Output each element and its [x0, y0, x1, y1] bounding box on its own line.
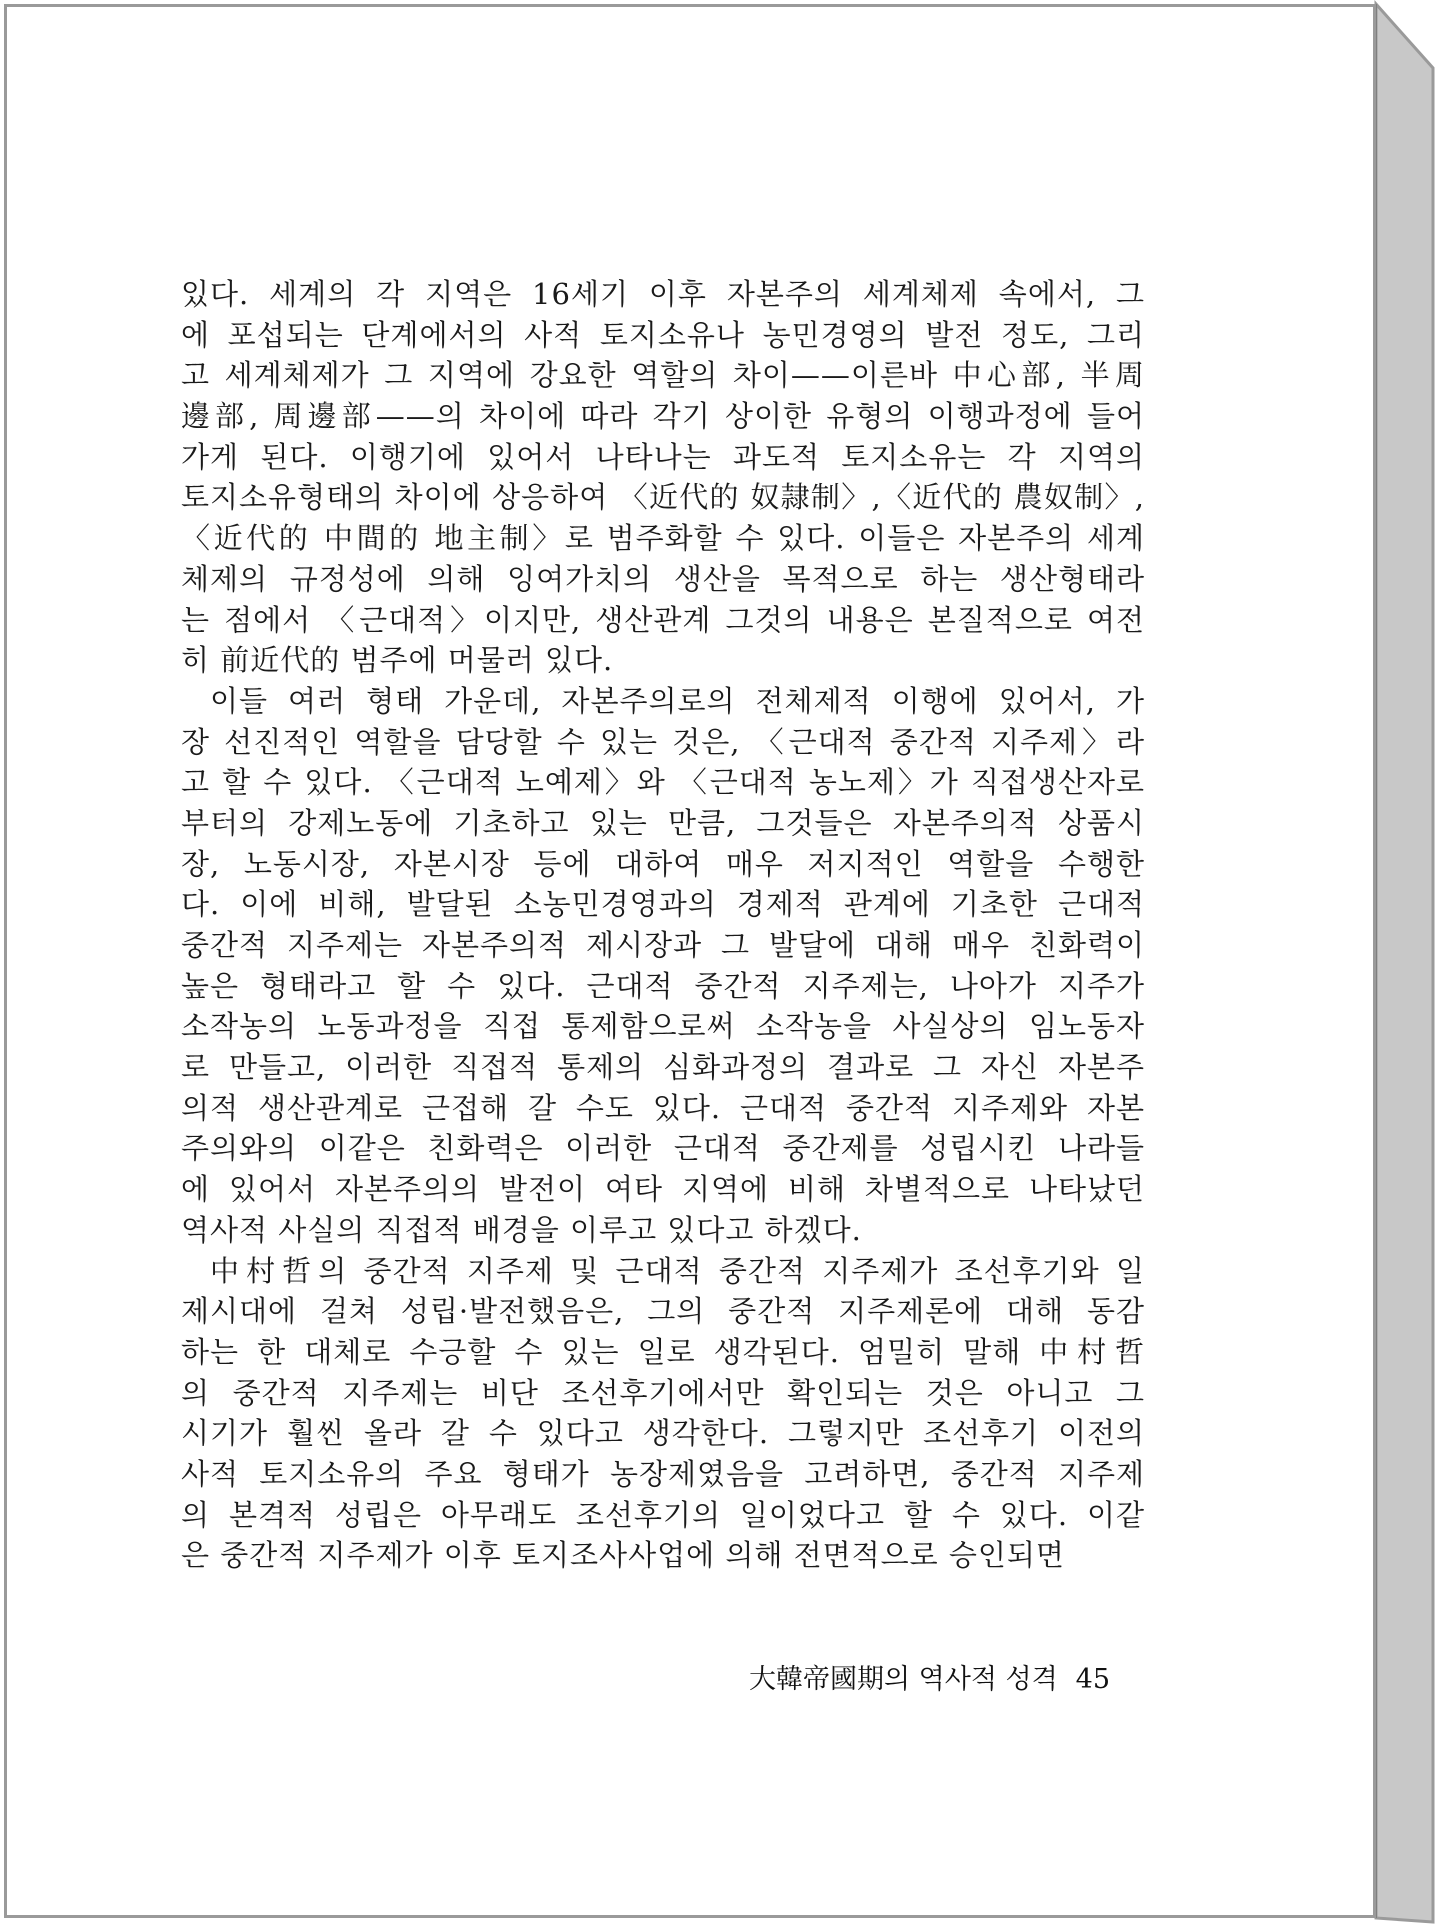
paragraph: [181, 681, 1145, 1251]
text-line: 제시대에 걸쳐 성립·발전했음은, 그의 중간적 지주제론에 대해 동감: [181, 1294, 1145, 1329]
text-line: 주의와의 이같은 친화력은 이러한 근대적 중간제를 성립시킨 나라들: [181, 1131, 1145, 1166]
text-line: 이들 여러 형태 가운데, 자본주의로의 전체제적 이행에 있어서, 가: [210, 683, 1145, 718]
text-line: 邊部, 周邊部——의 차이에 따라 각기 상이한 유형의 이행과정에 들어: [181, 399, 1145, 434]
text-line: 의 중간적 지주제는 비단 조선후기에서만 확인되는 것은 아니고 그: [181, 1375, 1145, 1410]
text-line: 의 본격적 성립은 아무래도 조선후기의 일이었다고 할 수 있다. 이같: [181, 1497, 1145, 1532]
text-line: 소작농의 노동과정을 직접 통제함으로써 소작농을 사실상의 임노동자: [181, 1009, 1145, 1044]
text-line: 사적 토지소유의 주요 형태가 농장제였음을 고려하면, 중간적 지주제: [181, 1456, 1145, 1491]
text-line: 은 중간적 지주제가 이후 토지조사사업에 의해 전면적으로 승인되면: [181, 1538, 1065, 1573]
text-line: 다. 이에 비해, 발달된 소농민경영과의 경제적 관계에 기초한 근대적: [181, 887, 1145, 922]
text-line: 시기가 훨씬 올라 갈 수 있다고 생각한다. 그렇지만 조선후기 이전의: [181, 1416, 1145, 1451]
text-line: 장, 노동시장, 자본시장 등에 대하여 매우 저지적인 역할을 수행한: [181, 846, 1145, 881]
paragraph: [181, 274, 1145, 681]
paragraphs: [181, 274, 1145, 1576]
page-number: 45: [1075, 1664, 1111, 1695]
text-line: 〈近代的 中間的 地主制〉로 범주화할 수 있다. 이들은 자본주의 세계: [181, 521, 1145, 556]
text-line: 중간적 지주제는 자본주의적 제시장과 그 발달에 대해 매우 친화력이: [181, 928, 1145, 962]
text-line: 높은 형태라고 할 수 있다. 근대적 중간적 지주제는, 나아가 지주가: [181, 968, 1145, 1003]
text-line: 에 있어서 자본주의의 발전이 여타 지역에 비해 차별적으로 나타났던: [181, 1172, 1145, 1207]
text-line: 역사적 사실의 직접적 배경을 이루고 있다고 하겠다.: [181, 1212, 862, 1247]
text-line: 있다. 세계의 각 지역은 16세기 이후 자본주의 세계체제 속에서, 그: [181, 277, 1145, 311]
text-line: 히 前近代的 범주에 머물러 있다.: [181, 643, 614, 678]
text-line: 가게 된다. 이행기에 있어서 나타나는 과도적 토지소유는 각 지역의: [181, 439, 1145, 474]
text-line: 의적 생산관계로 근접해 갈 수도 있다. 근대적 중간적 지주제와 자본: [181, 1090, 1145, 1125]
running-footer: [749, 1660, 1114, 1700]
text-line: 장 선진적인 역할을 담당할 수 있는 것은, 〈근대적 중간적 지주제〉라: [181, 724, 1145, 759]
text-line: 고 세계체제가 그 지역에 강요한 역할의 차이——이른바 中心部, 半周: [181, 358, 1145, 393]
text-line: 에 포섭되는 단계에서의 사적 토지소유나 농민경영의 발전 정도, 그리: [181, 317, 1145, 352]
text-line: 中村哲의 중간적 지주제 및 근대적 중간적 지주제가 조선후기와 일: [210, 1253, 1145, 1288]
text-line: 부터의 강제노동에 기초하고 있는 만큼, 그것들은 자본주의적 상품시: [181, 805, 1145, 840]
text-line: 로 만들고, 이러한 직접적 통제의 심화과정의 결과로 그 자신 자본주: [181, 1050, 1145, 1085]
text-line: 체제의 규정성에 의해 잉여가치의 생산을 목적으로 하는 생산형태라: [181, 561, 1145, 596]
text-line: 토지소유형태의 차이에 상응하여 〈近代的 奴隷制〉,〈近代的 農奴制〉,: [181, 480, 1145, 515]
running-title: 大韓帝國期의 역사적 성격: [749, 1664, 1058, 1695]
paragraph: [181, 1251, 1145, 1577]
text-line: 는 점에서 〈근대적〉이지만, 생산관계 그것의 내용은 본질적으로 여전: [181, 602, 1145, 637]
text-line: 하는 한 대체로 수긍할 수 있는 일로 생각된다. 엄밀히 말해 中村哲: [181, 1334, 1145, 1369]
text-line: 고 할 수 있다. 〈근대적 노예제〉와 〈근대적 농노제〉가 직접생산자로: [181, 765, 1145, 800]
body-text: [181, 274, 1145, 1576]
